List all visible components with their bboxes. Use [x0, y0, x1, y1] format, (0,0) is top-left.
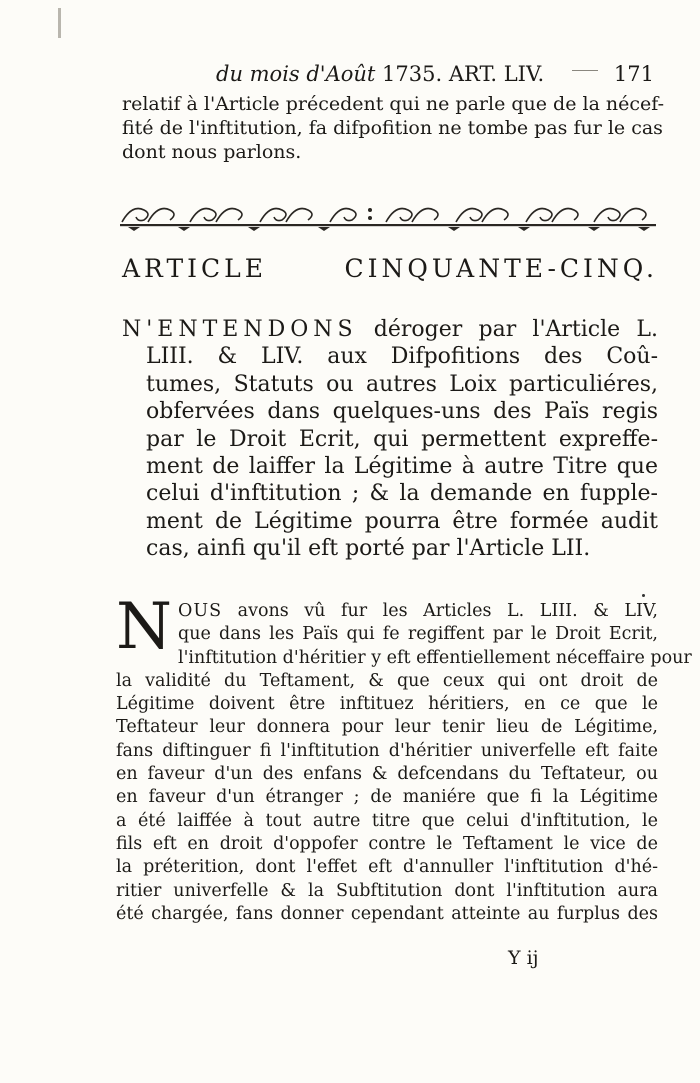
drop-capital: N: [116, 590, 172, 664]
commentary-line-text: avons vû fur les Articles L. LIII. & LIV,: [222, 601, 658, 621]
article-line: obfervées dans quelques-uns des Païs regis: [146, 399, 658, 425]
commentary-line: été chargée, fans donner cependant atteinte au furplus des: [116, 903, 658, 924]
header-rule: [572, 70, 598, 71]
article-line-text: déroger par l'Article L.: [357, 317, 658, 342]
commentary-line: en faveur d'un étranger ; de maniére que fi la Légitime: [116, 787, 658, 808]
article-line: [122, 316, 658, 343]
article-line: ment de laiffer la Légitime à autre Titre que: [146, 454, 658, 480]
printer-dot: [642, 594, 645, 597]
commentary-line: Légitime doivent être inftituez héritiers, en ce que le: [116, 694, 658, 715]
paragraph-line: fité de l'inftitution, fa difpofition ne tombe pas fur le cas: [122, 117, 663, 139]
article-reference: ART. LIV.: [448, 62, 545, 86]
commentary-line: que dans les Païs qui fe regiffent par le Droit Ecrit,: [178, 624, 658, 645]
top-paragraph: [122, 92, 665, 164]
catchword: Y ij: [508, 947, 539, 969]
commentary-line: ritier univerfelle & la Subftitution dont l'inftitution aura: [116, 880, 658, 901]
commentary-line: fans diftinguer fi l'inftitution d'héritier univerfelle eft faite: [116, 740, 658, 761]
commentary-line: Teftateur leur donnera pour leur tenir lieu de Légitime,: [116, 717, 658, 738]
commentary-line: la préterition, dont l'effet eft d'annuller l'inftitution d'hé-: [116, 857, 658, 878]
article-line: par le Droit Ecrit, qui permettent expreffe-: [146, 426, 658, 452]
commentary-line: [116, 600, 658, 623]
article-title: ARTICLE CINQUANTE-CINQ.: [122, 254, 658, 283]
commentary-line: l'inftitution d'héritier y eft effentiellement néceffaire pour: [178, 647, 692, 668]
commentary-line: fils eft en droit d'oppofer contre le Teftament le vice de: [116, 833, 658, 854]
commentary-line: a été laiffée à tout autre titre que celui d'inftitution, le: [116, 810, 658, 831]
commentary-line: en faveur d'un des enfans & defcendans du Teftateur, ou: [116, 764, 658, 785]
first-word-rest: OUS: [178, 601, 223, 621]
article-line: tumes, Statuts ou autres Loix particuliéres,: [146, 371, 658, 397]
paragraph-line: relatif à l'Article précedent qui ne parle que de la nécef-: [122, 93, 665, 115]
commentary-text: [116, 590, 692, 926]
article-line: ment de Légitime pourra être formée audit: [146, 508, 658, 534]
running-head-italic: du mois d'Août: [216, 62, 376, 86]
article-line: LIII. & LIV. aux Difpofitions des Coû-: [146, 344, 658, 370]
article-lead-words: N'ENTENDONS: [122, 317, 358, 342]
running-header: [216, 62, 654, 92]
ornamental-border: [118, 196, 658, 234]
article-line: celui d'inftitution ; & la demande en fupple-: [146, 481, 658, 507]
article-text: [122, 316, 658, 563]
running-head: [216, 62, 544, 86]
running-head-year: 1735.: [375, 62, 449, 86]
page-number: 171: [613, 62, 654, 86]
paragraph-line: dont nous parlons.: [122, 141, 302, 163]
article-line: cas, ainfi qu'il eft porté par l'Article LII.: [146, 536, 591, 562]
commentary-line: la validité du Teftament, & que ceux qui ont droit de: [116, 670, 658, 691]
page-edge-mark: [58, 8, 61, 38]
